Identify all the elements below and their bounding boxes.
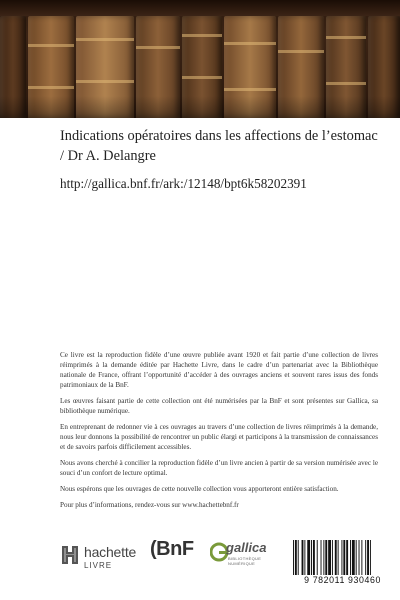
barcode-bar <box>325 540 327 576</box>
barcode-bar <box>365 540 366 576</box>
barcode-bar <box>328 540 331 576</box>
barcode-bar <box>361 540 362 576</box>
barcode-bar <box>321 540 322 576</box>
livre-wordmark: LIVRE <box>84 561 113 570</box>
gallica-subtitle: BIBLIOTHÈQUE NUMÉRIQUE <box>228 556 262 566</box>
barcode-bar <box>359 540 360 576</box>
bnf-logo: (BnF <box>150 538 194 560</box>
barcode-bar <box>298 540 299 576</box>
barcode-bar <box>335 540 337 576</box>
barcode-bar <box>304 540 305 576</box>
barcode-bar <box>370 540 371 580</box>
barcode-bar <box>350 540 351 576</box>
barcode-bar <box>313 540 315 576</box>
paragraph: En entreprenant de redonner vie à ces ouvrages au travers d’une collection de livres réimprimés à la demande, nous leur donnons la possibilité de rencontrer un public élargi et participons à la transmission de connaissances et de savoirs parfois difficilement accessibles. <box>60 423 378 451</box>
barcode-bar <box>346 540 348 576</box>
barcode-bar <box>341 540 342 576</box>
banner-shade <box>0 96 400 118</box>
barcode-bars <box>283 540 381 580</box>
barcode-bar <box>302 540 304 576</box>
barcode-bar <box>352 540 355 576</box>
barcode-bar <box>307 540 310 576</box>
shelf-top <box>0 0 400 16</box>
barcode-bar <box>293 540 294 580</box>
hachette-h-icon <box>60 544 80 566</box>
paragraph: Ce livre est la reproduction fidèle d’une œuvre publiée avant 1920 et fait partie d’une collection de livres réimprimés à la demande éditée par Hachette Livre, dans le cadre d’un partenariat avec la Bibliothèque nationale de France, offrant l’opportunité d’accéder à des ouvrages anciens et souvent rares issus des fonds patrimoniaux de la BnF. <box>60 351 378 389</box>
book-title: Indications opératoires dans les affections de l’estomac / Dr A. Delangre <box>60 128 378 164</box>
paragraph: Nous espérons que les ouvrages de cette nouvelle collection vous apporteront entière satisfaction. <box>60 485 339 493</box>
barcode-bar <box>367 540 369 576</box>
barcode-bar <box>343 540 345 576</box>
gallica-url: http://gallica.bnf.fr/ark:/12148/bpt6k58202391 <box>60 176 307 191</box>
gallica-logo <box>210 540 268 572</box>
barcode-bar <box>338 540 339 576</box>
paragraph: Les œuvres faisant partie de cette collection ont été numérisées par la BnF et sont présentes sur Gallica, sa bibliothèque numérique. <box>60 397 378 415</box>
barcode-bar <box>317 540 318 576</box>
hachette-wordmark: hachette <box>84 544 137 560</box>
book-spines-banner <box>0 0 400 118</box>
paragraph: Pour plus d’informations, rendez-vous sur www.hachettebnf.fr <box>60 501 239 509</box>
back-cover-text <box>60 350 378 516</box>
isbn-barcode <box>283 540 381 588</box>
gallica-wordmark: gallica <box>226 540 267 555</box>
barcode-bar <box>311 540 312 576</box>
barcode-bar <box>332 540 333 576</box>
barcode-bar <box>323 540 324 576</box>
isbn-number: 9 782011 930460 <box>283 575 381 585</box>
barcode-bar <box>295 540 297 580</box>
paragraph: Nous avons cherché à concilier la reproduction fidèle d’un livre ancien à partir de sa version numérisée avec le souci d’un confort de lecture optimal. <box>60 459 378 477</box>
barcode-bar <box>356 540 357 576</box>
